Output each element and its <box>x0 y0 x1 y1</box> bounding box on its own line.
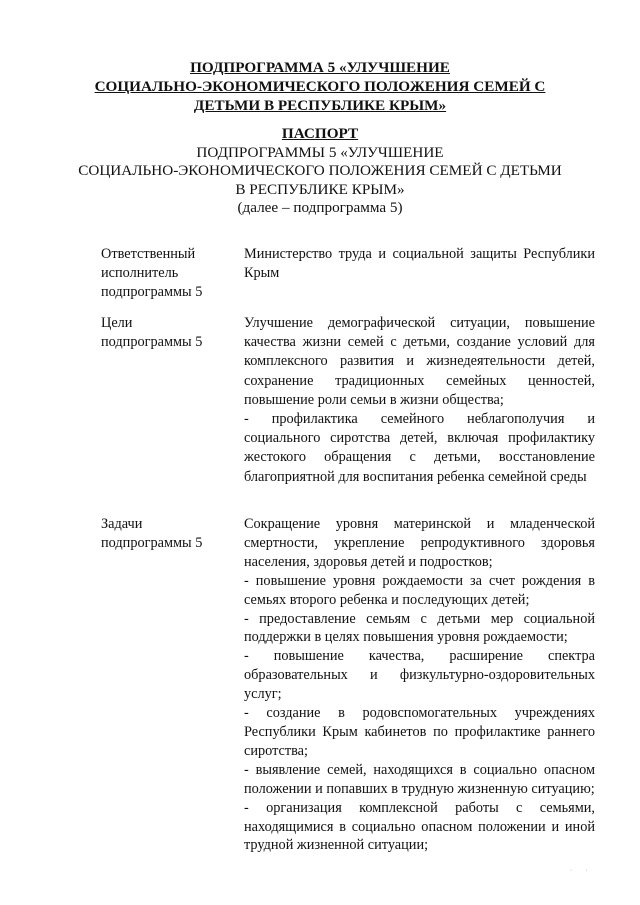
row-label-responsible <box>101 245 226 302</box>
label-line: Ответственный <box>101 246 196 262</box>
title-line: СОЦИАЛЬНО-ЭКОНОМИЧЕСКОГО ПОЛОЖЕНИЯ СЕМЕЙ С <box>94 78 546 95</box>
paragraph: Сокращение уровня материнской и младенческой смертности, укрепление репродуктивного здоровья населения, здоровья детей и подростков; <box>244 516 595 570</box>
row-content-goals <box>244 314 595 487</box>
list-item: - создание в родовспомогательных учреждениях Республики Крым кабинетов по профилактике раннего сиротства; <box>244 705 595 759</box>
list-item: - повышение уровня рождаемости за счет рождения в семьях второго ребенка и последующих детей; <box>244 572 595 608</box>
title-line: ПОДПРОГРАММА 5 «УЛУЧШЕНИЕ <box>190 59 450 76</box>
label-line: подпрограммы 5 <box>101 334 203 350</box>
row-label-tasks <box>101 515 226 553</box>
label-line: подпрограммы 5 <box>101 284 203 300</box>
list-item: - организация комплексной работы с семьями, находящимися в социально опасном положении и иной трудной жизненной ситуации; <box>244 799 595 854</box>
list-item: - повышение качества, расширение спектра образовательных и физкультурно-оздоровительных услуг; <box>244 648 595 703</box>
list-item: - выявление семей, находящихся в социально опасном положении и попавших в трудную жизненную ситуацию; <box>244 761 595 797</box>
subprogram-title <box>60 58 580 115</box>
title-line: ДЕТЬМИ В РЕСПУБЛИКЕ КРЫМ» <box>193 97 447 114</box>
list-item: - профилактика семейного неблагополучия и социального сиротства детей, включая профилактику жестокого обращения с детьми, восстановление благоприятной для воспитания ребенка семейной среды <box>244 411 595 485</box>
label-line: Цели <box>101 315 133 331</box>
scan-marks: · · <box>570 868 594 874</box>
label-line: подпрограммы 5 <box>101 535 203 551</box>
list-item: - предоставление семьям с детьми мер социальной поддержки в целях повышения уровня рождаемости; <box>244 610 595 646</box>
passport-line: СОЦИАЛЬНО-ЭКОНОМИЧЕСКОГО ПОЛОЖЕНИЯ СЕМЕЙ С ДЕТЬМИ <box>78 162 562 179</box>
passport-note: (далее – подпрограмма 5) <box>237 199 403 216</box>
label-line: Задачи <box>101 516 143 532</box>
row-label-goals <box>101 314 226 352</box>
passport-heading <box>60 125 580 218</box>
passport-title: ПАСПОРТ <box>281 125 359 142</box>
passport-line: В РЕСПУБЛИКЕ КРЫМ» <box>235 180 405 198</box>
row-content-responsible <box>244 245 595 284</box>
row-content-tasks <box>244 515 595 855</box>
passport-line: ПОДПРОГРАММЫ 5 «УЛУЧШЕНИЕ <box>196 143 444 161</box>
paragraph: Улучшение демографической ситуации, повышение качества жизни семей с детьми, создание условий для комплексного развития и жизнедеятельности детей, сохранение традиционных семейных ценностей, повышение роли семьи в жизни общества; <box>244 315 595 408</box>
label-line: исполнитель <box>101 265 179 281</box>
paragraph: Министерство труда и социальной защиты Республики Крым <box>244 246 595 282</box>
